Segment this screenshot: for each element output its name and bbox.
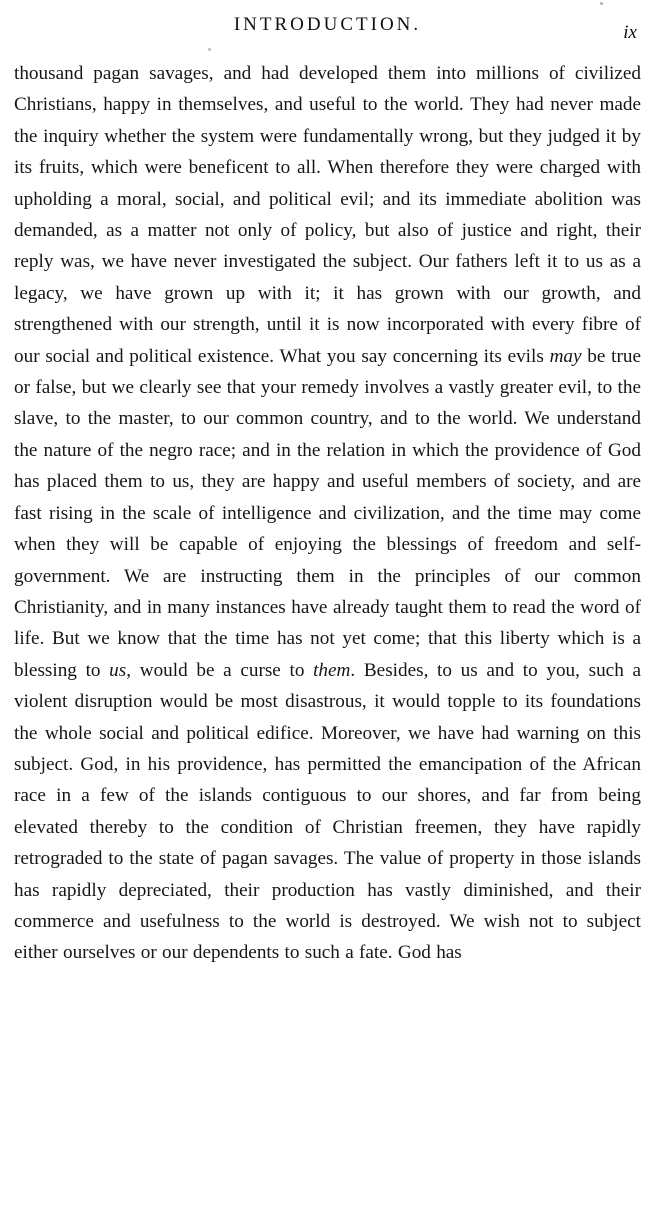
- emphasis-us: us: [109, 659, 127, 681]
- page-number: ix: [623, 22, 637, 43]
- paragraph: [14, 58, 641, 969]
- emphasis-them: them: [313, 659, 351, 681]
- page-title: INTRODUCTION.: [233, 14, 422, 35]
- body-text: [14, 58, 641, 969]
- text-segment-4: . Besides, to us and to you, such a violent disruption would be most disastrous, it would topple to its foundations the whole social and political edifice. Moreover, we have had warning on this subject. God, in his providence, has permitted the emancipation of the African race in a few of the islands contiguous to our shores, and far from being elevated thereby to the condition of Christian freemen, they have rapidly retrograded to the state of pagan savages. The value of property in those islands has rapidly depreciated, their production has vastly diminished, and their commerce and usefulness to the world is destroyed. We wish not to subject either ourselves or our dependents to such a fate. God has: [14, 659, 641, 964]
- emphasis-may: may: [549, 345, 582, 367]
- running-head: [16, 14, 639, 44]
- text-segment-1: thousand pagan savages, and had developed them into millions of civilized Christians, happy in themselves, and useful to the world. They had never made the inquiry whether the system were fundamentally wrong, but they judged it by its fruits, which were beneficent to all. When therefore they were charged with upholding a moral, social, and political evil; and its immediate abolition was demanded, as a matter not only of policy, but also of justice and right, their reply was, we have never investigated the subject. Our fathers left it to us as a legacy, we have grown up with it; it has grown with our growth, and strengthened with our strength, until it is now incorporated with every fibre of our social and political existence. What you say concerning its evils: [14, 63, 641, 367]
- page-speck-icon: [600, 2, 603, 5]
- text-segment-2: be true or false, but we clearly see that your remedy involves a vastly greater evil, to the slave, to the master, to our common country, and to the world. We understand the nature of the negro race; and in the relation in which the providence of God has placed them to us, they are happy and useful members of society, and are fast rising in the scale of intelligence and civilization, and the time may come when they will be capable of enjoying the blessings of freedom and self-government. We are instructing them in the principles of our common Christianity, and in many instances have already taught them to read the word of life. But we know that the time has not yet come; that this liberty which is a blessing to: [14, 345, 641, 681]
- page-speck-secondary-icon: [208, 48, 211, 51]
- document-page: [0, 14, 655, 1214]
- text-segment-3: , would be a curse to: [126, 659, 314, 681]
